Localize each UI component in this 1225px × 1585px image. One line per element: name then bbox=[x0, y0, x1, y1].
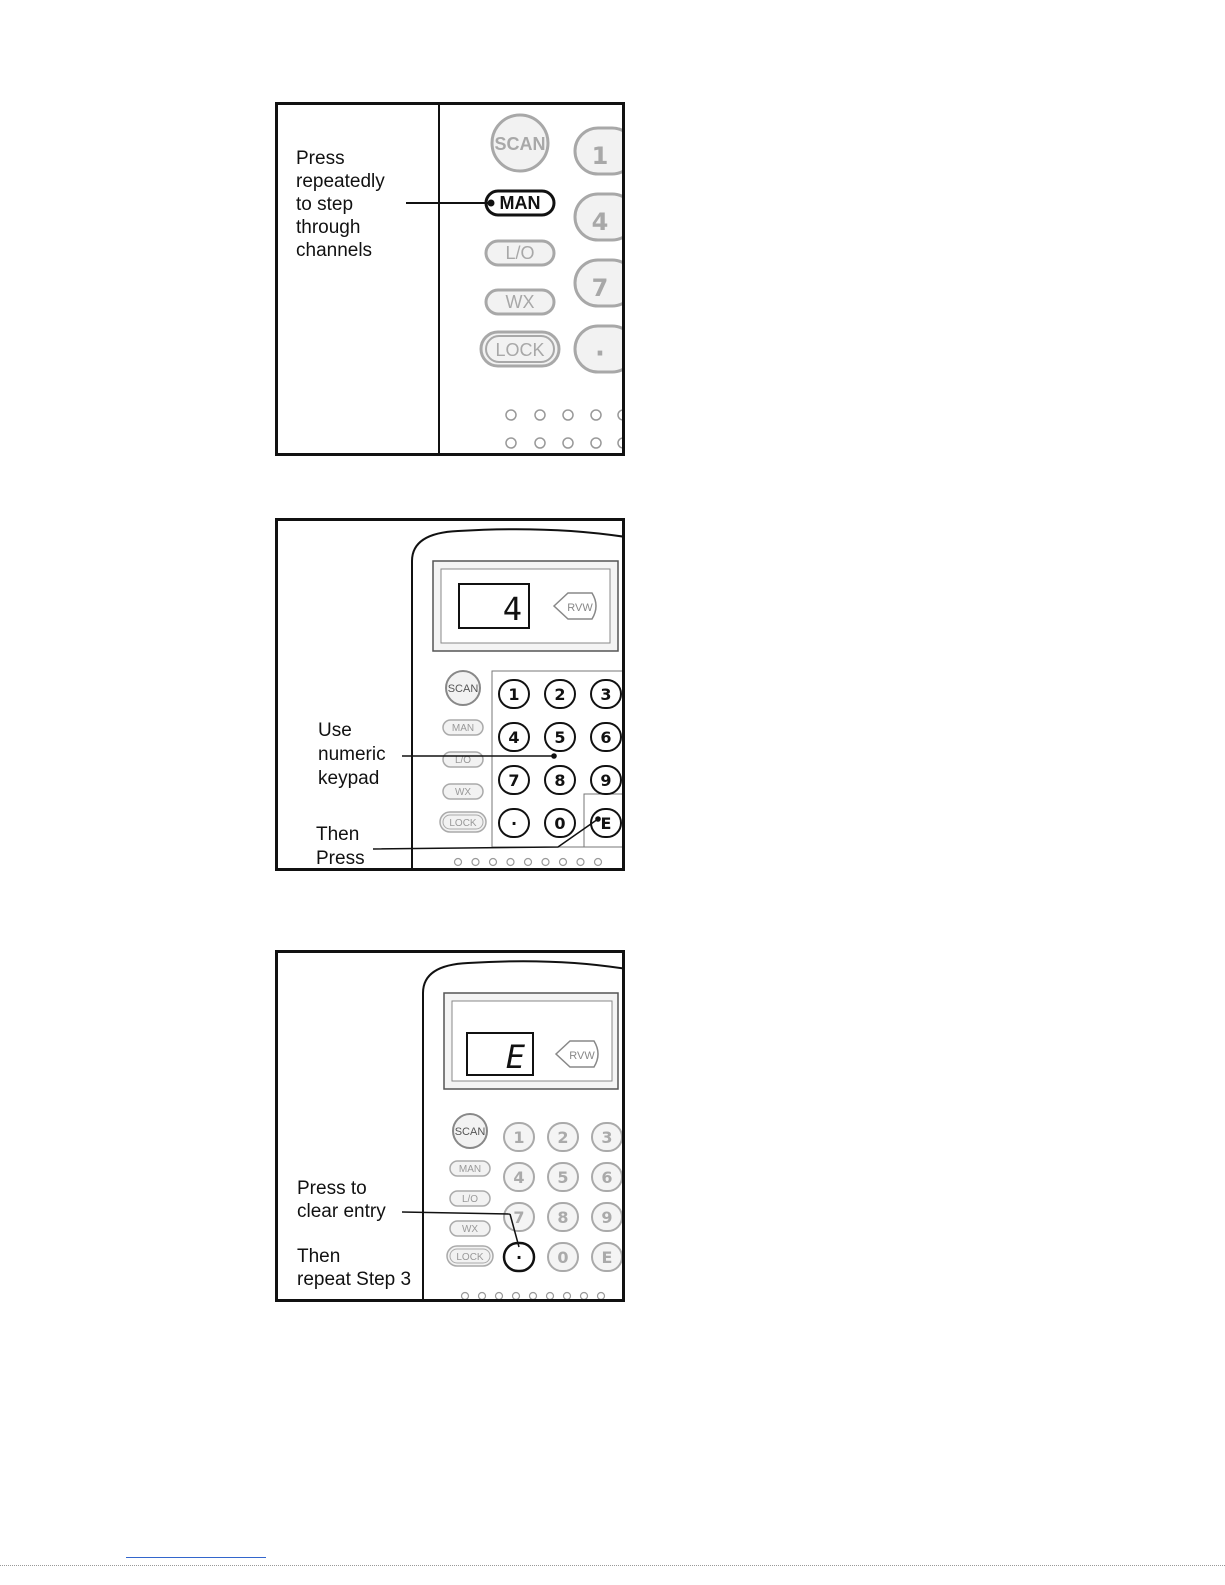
key-8[interactable] bbox=[548, 1203, 578, 1231]
key-0[interactable] bbox=[548, 1243, 578, 1271]
lock-button-label: LOCK bbox=[495, 340, 545, 360]
scan-button-label: SCAN bbox=[447, 683, 479, 695]
key-6-label: 6 bbox=[601, 1168, 613, 1187]
scan-button-label: SCAN bbox=[494, 134, 546, 154]
key-2-label: 2 bbox=[557, 1128, 569, 1147]
key-3-label: 3 bbox=[600, 685, 612, 704]
speaker-hole bbox=[598, 1293, 605, 1300]
man-button[interactable] bbox=[486, 191, 554, 215]
key-7-label: 7 bbox=[513, 1208, 525, 1227]
numeric-keypad bbox=[499, 680, 621, 837]
key-7-label: 7 bbox=[591, 274, 609, 302]
speaker-hole bbox=[581, 1293, 588, 1300]
lcd-display-value: E bbox=[505, 1038, 525, 1076]
man-button[interactable] bbox=[450, 1161, 490, 1176]
key-dot[interactable] bbox=[504, 1243, 534, 1271]
wx-button-label: WX bbox=[505, 292, 535, 312]
key-1[interactable] bbox=[504, 1123, 534, 1151]
lock-button-label: LOCK bbox=[449, 818, 477, 829]
man-button[interactable] bbox=[443, 720, 483, 735]
panel2-illustration bbox=[278, 521, 622, 868]
key-8-label: 8 bbox=[554, 771, 566, 790]
key-1-label: 1 bbox=[513, 1128, 525, 1147]
key-9[interactable] bbox=[591, 766, 621, 794]
key-9-label: 9 bbox=[601, 1208, 613, 1227]
speaker-hole bbox=[595, 859, 602, 866]
key-3[interactable] bbox=[592, 1123, 622, 1151]
man-button-label: MAN bbox=[499, 193, 541, 213]
wx-button[interactable] bbox=[486, 290, 554, 314]
key-5[interactable] bbox=[548, 1163, 578, 1191]
instruction-label-enter: Then Press bbox=[316, 824, 365, 869]
lock-button[interactable] bbox=[440, 812, 486, 832]
man-button-label: MAN bbox=[458, 1164, 482, 1175]
key-9-label: 9 bbox=[600, 771, 612, 790]
lock-button[interactable] bbox=[447, 1246, 493, 1266]
lo-button-label: L/O bbox=[505, 243, 535, 263]
speaker-hole bbox=[547, 1293, 554, 1300]
key-7-label: 7 bbox=[508, 771, 520, 790]
speaker-holes bbox=[506, 410, 622, 448]
scan-button[interactable] bbox=[453, 1114, 487, 1148]
scan-button[interactable] bbox=[492, 115, 548, 171]
instruction-label-man: Press repeatedly to step through channels bbox=[296, 148, 385, 261]
speaker-hole bbox=[564, 1293, 571, 1300]
key-1-label: 1 bbox=[591, 142, 609, 170]
instruction-label-keypad: Use numeric keypad bbox=[318, 720, 386, 789]
key-dot-label: · bbox=[510, 814, 518, 833]
rvw-button-label: RVW bbox=[567, 602, 593, 614]
lcd-display-value: 4 bbox=[502, 590, 522, 628]
key-5-label: 5 bbox=[554, 728, 566, 747]
key-1[interactable] bbox=[575, 128, 622, 174]
key-dot-label: · bbox=[595, 339, 605, 369]
key-4[interactable] bbox=[504, 1163, 534, 1191]
page-cut-line bbox=[0, 1565, 1225, 1566]
key-9[interactable] bbox=[592, 1203, 622, 1231]
key-dot[interactable] bbox=[575, 326, 622, 372]
speaker-hole bbox=[472, 859, 479, 866]
speaker-hole bbox=[513, 1293, 520, 1300]
key-dot[interactable] bbox=[499, 809, 529, 837]
key-2-label: 2 bbox=[554, 685, 566, 704]
speaker-holes bbox=[455, 859, 602, 866]
key-4[interactable] bbox=[499, 723, 529, 751]
key-e-label: E bbox=[601, 1248, 613, 1267]
speaker-hole bbox=[525, 859, 532, 866]
key-4[interactable] bbox=[575, 194, 622, 240]
lock-button[interactable] bbox=[481, 332, 559, 366]
key-5[interactable] bbox=[545, 723, 575, 751]
key-5-label: 5 bbox=[557, 1168, 569, 1187]
speaker-hole bbox=[462, 1293, 469, 1300]
key-0-label: 0 bbox=[554, 814, 566, 833]
scan-button[interactable] bbox=[446, 671, 480, 705]
key-0-label: 0 bbox=[557, 1248, 569, 1267]
lo-button[interactable] bbox=[486, 241, 554, 265]
speaker-hole bbox=[479, 1293, 486, 1300]
instruction-label-repeat: Then repeat Step 3 bbox=[297, 1246, 412, 1290]
speaker-hole bbox=[530, 1293, 537, 1300]
rvw-button-label: RVW bbox=[569, 1050, 595, 1062]
leader-dot-man bbox=[488, 200, 495, 207]
instruction-label-clear: Press to clear entry bbox=[297, 1178, 386, 1222]
key-e[interactable] bbox=[591, 809, 621, 837]
lock-button-label: LOCK bbox=[456, 1252, 484, 1263]
step-panel-clear-entry bbox=[275, 950, 625, 1302]
wx-button[interactable] bbox=[443, 784, 483, 799]
speaker-hole bbox=[542, 859, 549, 866]
lo-button[interactable] bbox=[450, 1191, 490, 1206]
key-7[interactable] bbox=[504, 1203, 534, 1231]
key-8-label: 8 bbox=[557, 1208, 569, 1227]
key-2[interactable] bbox=[545, 680, 575, 708]
key-4-label: 4 bbox=[513, 1168, 525, 1187]
speaker-holes bbox=[462, 1293, 605, 1300]
key-0[interactable] bbox=[545, 809, 575, 837]
leader-line-clear bbox=[402, 1212, 510, 1214]
key-8[interactable] bbox=[545, 766, 575, 794]
leader-dot-keypad bbox=[551, 753, 557, 759]
wx-button-label: WX bbox=[454, 787, 472, 798]
speaker-hole bbox=[507, 859, 514, 866]
key-7[interactable] bbox=[575, 260, 622, 306]
key-6[interactable] bbox=[592, 1163, 622, 1191]
man-button-label: MAN bbox=[451, 723, 475, 734]
speaker-hole bbox=[455, 859, 462, 866]
step-panel-man-button bbox=[275, 102, 625, 456]
lo-button-label: L/O bbox=[461, 1194, 479, 1205]
key-7[interactable] bbox=[499, 766, 529, 794]
key-1[interactable] bbox=[499, 680, 529, 708]
lo-button-label: L/O bbox=[454, 755, 472, 766]
footer-link-rule bbox=[126, 1557, 266, 1558]
key-4-label: 4 bbox=[508, 728, 520, 747]
key-2[interactable] bbox=[548, 1123, 578, 1151]
key-1-label: 1 bbox=[508, 685, 520, 704]
key-e[interactable] bbox=[592, 1243, 622, 1271]
key-3-label: 3 bbox=[601, 1128, 613, 1147]
scan-button-label: SCAN bbox=[454, 1126, 486, 1138]
leader-dot-enter bbox=[595, 816, 601, 822]
key-6[interactable] bbox=[591, 723, 621, 751]
key-e-label: E bbox=[600, 814, 612, 833]
speaker-hole bbox=[560, 859, 567, 866]
key-6-label: 6 bbox=[600, 728, 612, 747]
key-4-label: 4 bbox=[591, 208, 609, 236]
key-3[interactable] bbox=[591, 680, 621, 708]
wx-button-label: WX bbox=[461, 1224, 479, 1235]
numeric-keypad bbox=[504, 1123, 622, 1271]
speaker-hole bbox=[490, 859, 497, 866]
step-panel-keypad-entry bbox=[275, 518, 625, 871]
key-dot-label: · bbox=[515, 1248, 523, 1267]
speaker-hole bbox=[577, 859, 584, 866]
lo-button[interactable] bbox=[443, 752, 483, 767]
speaker-hole bbox=[496, 1293, 503, 1300]
wx-button[interactable] bbox=[450, 1221, 490, 1236]
